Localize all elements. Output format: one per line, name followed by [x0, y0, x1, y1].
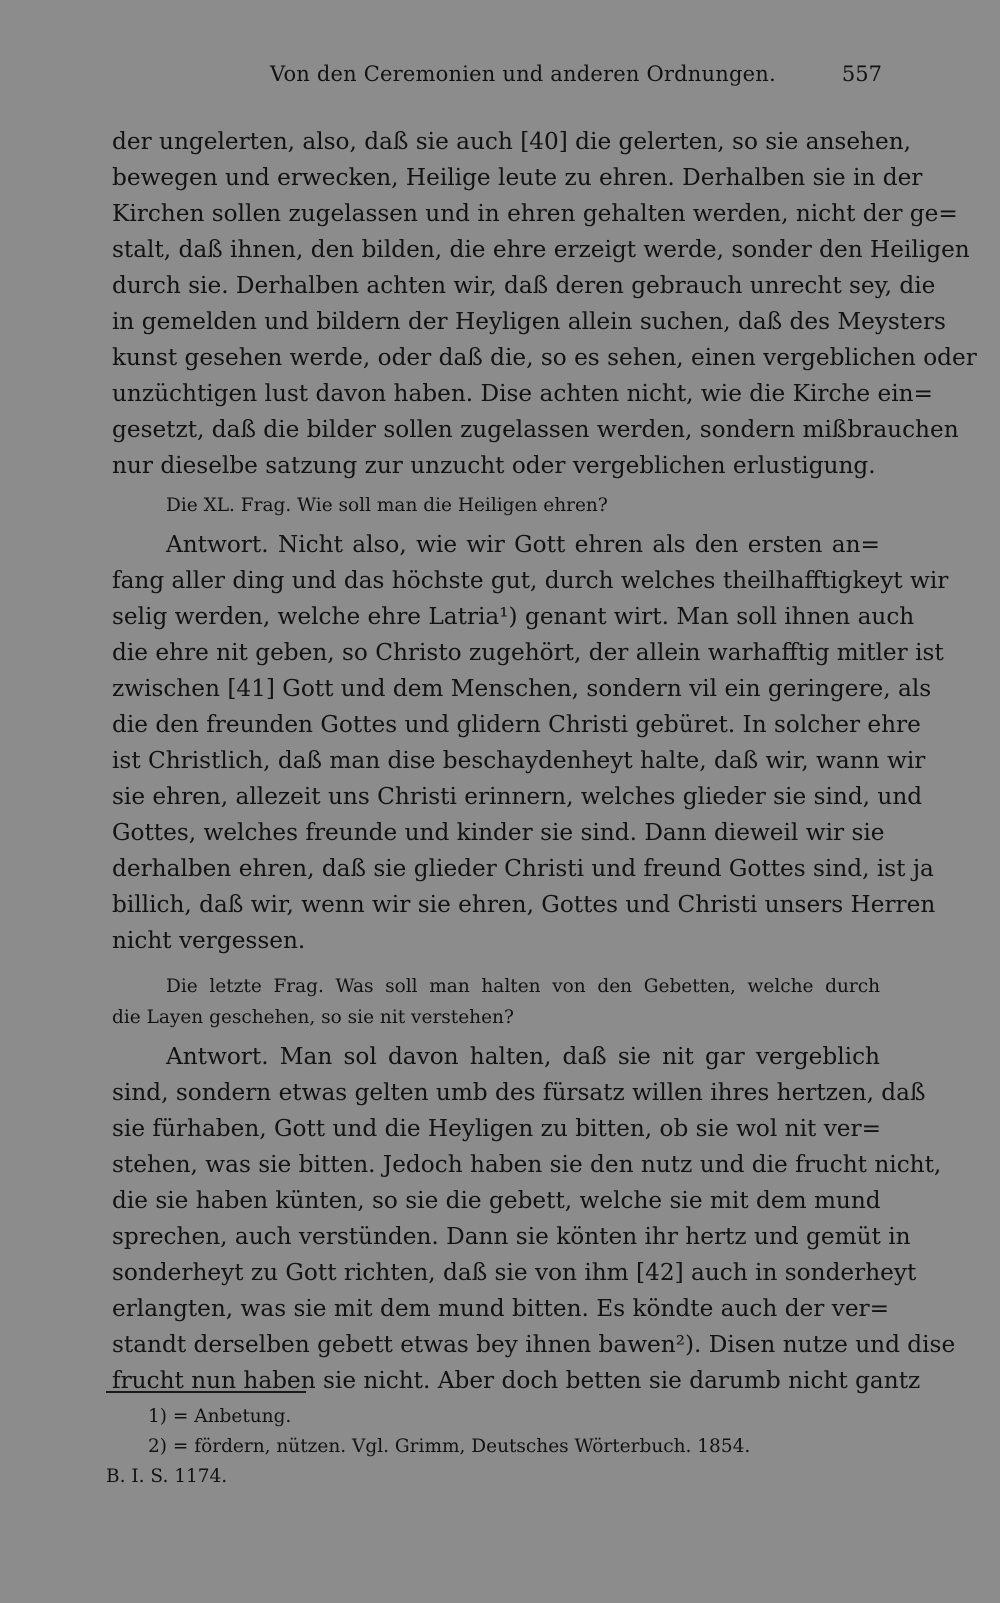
text-line: Gottes, welches freunde und kinder sie sind. Dann dieweil wir sie [112, 819, 885, 846]
text-line: sie fürhaben, Gott und die Heyligen zu bitten, ob sie wol nit ver= [112, 1115, 882, 1142]
text-line: stalt, daß ihnen, den bilden, die ehre erzeigt werde, sonder den Heiligen [112, 236, 970, 263]
text-line: frucht nun haben sie nicht. Aber doch betten sie darumb nicht gantz [112, 1367, 921, 1394]
text-line: in gemelden und bildern der Heyligen allein suchen, daß des Meysters [112, 308, 946, 335]
text-line: nicht vergessen. [112, 927, 306, 954]
question-line: Die XL. Frag. Wie soll man die Heiligen ehren? [166, 495, 608, 516]
text-line: die den freunden Gottes und glidern Christi gebüret. In solcher ehre [112, 711, 921, 738]
text-line: durch sie. Derhalben achten wir, daß deren gebrauch unrecht sey, die [112, 272, 936, 299]
text-line: die ehre nit geben, so Christo zugehört, der allein warhafftig mitler ist [112, 639, 944, 666]
footnote-2-continuation: B. I. S. 1174. [106, 1466, 228, 1487]
body-text [112, 124, 977, 1399]
page-header [270, 62, 882, 92]
text-line: Kirchen sollen zugelassen und in ehren gehalten werden, nicht der ge= [112, 200, 958, 227]
question-line: Die letzte Frag. Was soll man halten von den Gebetten, welche durch [166, 976, 880, 997]
footnotes [106, 1402, 880, 1492]
paragraph-continuation [112, 124, 977, 484]
page-number: 557 [841, 62, 882, 86]
text-line: selig werden, welche ehre Latria¹) genant wirt. Man soll ihnen auch [112, 603, 915, 630]
text-line: sprechen, auch verstünden. Dann sie könten ihr hertz und gemüt in [112, 1223, 911, 1250]
text-line: bewegen und erwecken, Heilige leute zu ehren. Derhalben sie in der [112, 164, 923, 191]
answer-paragraph-last [112, 1039, 956, 1399]
footnote-divider [106, 1391, 306, 1393]
question-heading-last [112, 971, 880, 1033]
text-line: sie ehren, allezeit uns Christi erinnern, welches glieder sie sind, und [112, 783, 923, 810]
text-line: derhalben ehren, daß sie glieder Christi und freund Gottes sind, ist ja [112, 855, 934, 882]
text-line: sind, sondern etwas gelten umb des fürsatz willen ihres hertzen, daß [112, 1079, 926, 1106]
question-line: die Layen geschehen, so sie nit verstehen? [112, 1007, 514, 1028]
running-title: Von den Ceremonien und anderen Ordnungen. [270, 62, 776, 86]
question-heading-40 [112, 490, 880, 521]
answer-paragraph-40 [112, 527, 949, 959]
text-line: zwischen [41] Gott und dem Menschen, sondern vil ein geringere, als [112, 675, 932, 702]
text-line: stehen, was sie bitten. Jedoch haben sie den nutz und die frucht nicht, [112, 1151, 942, 1178]
footnote-1: 1) = Anbetung. [148, 1406, 292, 1427]
text-line: standt derselben gebett etwas bey ihnen bawen²). Disen nutze und dise [112, 1331, 956, 1358]
text-line: Antwort. Man sol davon halten, daß sie nit gar vergeblich [166, 1043, 880, 1070]
text-line: nur dieselbe satzung zur unzucht oder vergeblichen erlustigung. [112, 452, 876, 479]
text-line: der ungelerten, also, daß sie auch [40] die gelerten, so sie ansehen, [112, 128, 912, 155]
text-line: unzüchtigen lust davon haben. Dise achten nicht, wie die Kirche ein= [112, 380, 933, 407]
text-line: ist Christlich, daß man dise beschaydenheyt halte, daß wir, wann wir [112, 747, 926, 774]
text-line: kunst gesehen werde, oder daß die, so es sehen, einen vergeblichen oder [112, 344, 977, 371]
text-line: billich, daß wir, wenn wir sie ehren, Gottes und Christi unsers Herren [112, 891, 936, 918]
footnote-2: 2) = fördern, nützen. Vgl. Grimm, Deutsches Wörterbuch. 1854. [148, 1436, 751, 1457]
text-line: sonderheyt zu Gott richten, daß sie von ihm [42] auch in sonderheyt [112, 1259, 917, 1286]
text-line: gesetzt, daß die bilder sollen zugelassen werden, sondern mißbrauchen [112, 416, 959, 443]
text-line: Antwort. Nicht also, wie wir Gott ehren als den ersten an= [166, 531, 880, 558]
text-line: die sie haben künten, so sie die gebett, welche sie mit dem mund [112, 1187, 881, 1214]
text-line: erlangten, was sie mit dem mund bitten. Es köndte auch der ver= [112, 1295, 890, 1322]
text-line: fang aller ding und das höchste gut, durch welches theilhafftigkeyt wir [112, 567, 949, 594]
